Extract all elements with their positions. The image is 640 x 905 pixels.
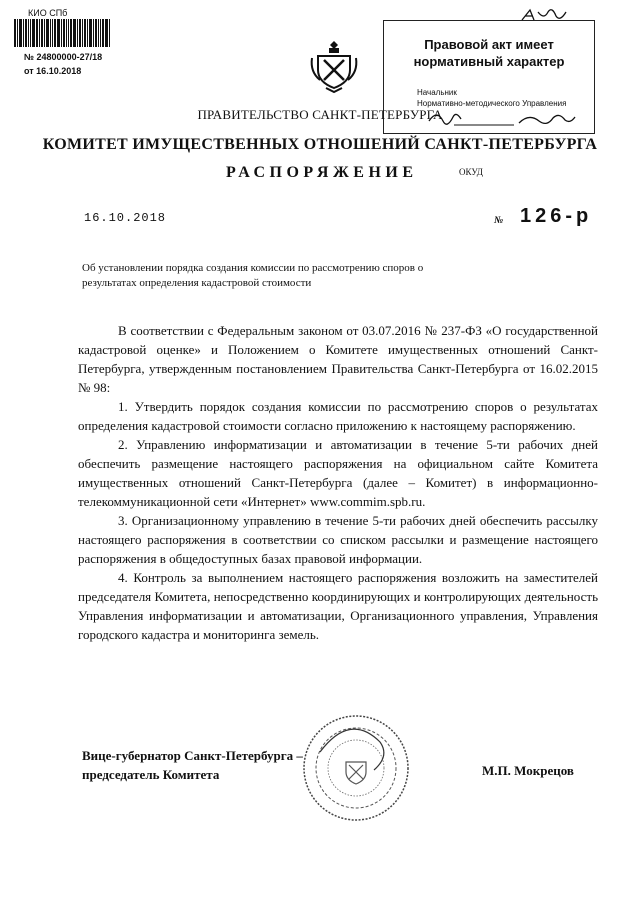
coat-of-arms-icon xyxy=(308,38,360,94)
clause-3: 3. Организационному управлению в течение 5-ти рабочих дней обеспечить рассылку настоящего распоряжения в соответствии со списком рассылки и размещение настоящего распоряжения в общедоступных базах правовой информации. xyxy=(78,513,598,566)
signatory-title xyxy=(82,746,303,784)
government-title: ПРАВИТЕЛЬСТВО САНКТ-ПЕТЕРБУРГА xyxy=(197,107,443,122)
signatory-name: М.П. Мокрецов xyxy=(482,763,574,778)
committee-title: КОМИТЕТ ИМУЩЕСТВЕННЫХ ОТНОШЕНИЙ САНКТ-ПЕТЕРБУРГА xyxy=(42,136,598,153)
signatory-title-line-1: Вице-губернатор Санкт-Петербурга – xyxy=(82,748,303,763)
registration-number: № 24800000-27/18 xyxy=(24,52,103,62)
document-number: 126-р xyxy=(520,205,593,227)
signatory-title-line-2: председатель Комитета xyxy=(82,767,220,782)
preamble-paragraph: В соответствии с Федеральным законом от 03.07.2016 № 237-ФЗ «О государственной кадастровой оценке» и Положением о Комитете имущественных отношений Санкт-Петербурга, утвержденным постановлением Правительства Санкт-Петербурга от 16.02.2015 № 98: xyxy=(78,323,598,395)
clause-2: 2. Управлению информатизации и автоматизации в течение 5-ти рабочих дней обеспечить размещение настоящего распоряжения на официальном сайте Комитета имущественных отношений Санкт-Петербурга (далее – Комитет) в информационно-телекоммуникационной сети «Интернет» www.commim.spb.ru. xyxy=(78,437,598,509)
document-body xyxy=(78,321,598,644)
initials-icon xyxy=(518,6,578,26)
clause-1: 1. Утвердить порядок создания комиссии по рассмотрению споров о результатах определения кадастровой стоимости согласно приложению к настоящему распоряжению. xyxy=(78,399,598,433)
stamp-line-4: Нормативно-методического Управления xyxy=(417,99,567,108)
document-type: РАСПОРЯЖЕНИЕ xyxy=(226,164,418,181)
number-label: № xyxy=(494,215,504,226)
clause-4: 4. Контроль за выполнением настоящего распоряжения возложить на заместителей председателя Комитета, непосредственно координирующих и контролирующих деятельность Управления информатизации и автоматизации, Организационного управления, Управления городского кадастра и мониторинга земель. xyxy=(78,570,598,642)
stamp-line-1: Правовой акт имеет xyxy=(424,37,554,52)
okud-label: ОКУД xyxy=(459,167,483,177)
barcode xyxy=(14,19,118,47)
document-subject: Об установлении порядка создания комиссии по рассмотрению споров о результатах определения кадастровой стоимости xyxy=(82,262,424,289)
stamp-line-2: нормативный характер xyxy=(413,54,565,69)
stamp-line-3: Начальник xyxy=(417,88,457,97)
document-date: 16.10.2018 xyxy=(84,211,167,225)
registration-date: от 16.10.2018 xyxy=(24,66,82,76)
official-seal-icon xyxy=(300,712,412,824)
barcode-label: КИО СПб xyxy=(28,8,68,18)
